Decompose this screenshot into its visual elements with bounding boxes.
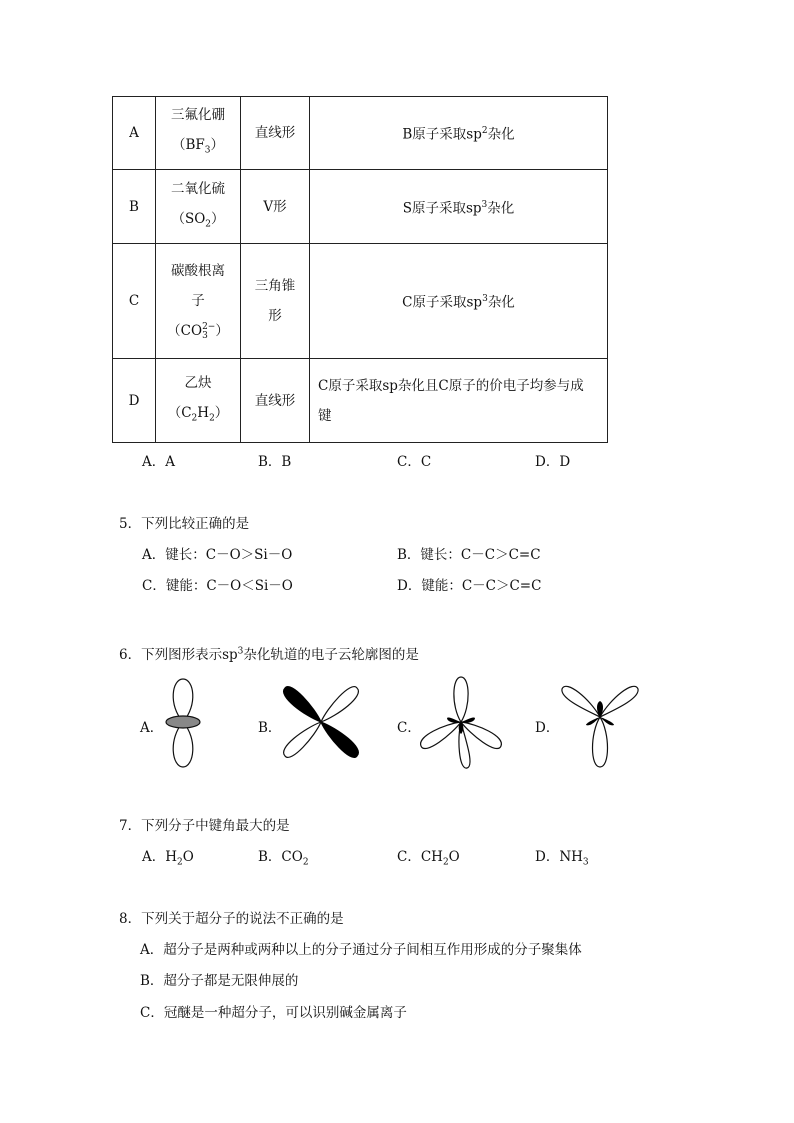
q8-option-b[interactable]: B．超分子都是无限伸展的 <box>140 973 299 989</box>
table-row <box>113 170 608 244</box>
q8-option-c[interactable]: C．冠醚是一种超分子，可以识别碱金属离子 <box>140 1005 407 1021</box>
orbital-d-icon <box>556 677 644 771</box>
table-row <box>113 244 608 359</box>
row-letter: A <box>113 97 156 170</box>
description-cell <box>310 359 608 443</box>
row-letter: C <box>113 244 156 359</box>
q5-option-d[interactable]: D．键能：C－C＞C=C <box>397 578 542 594</box>
shape-cell: 直线形 <box>241 359 310 443</box>
compound-name: 二氧化硫 <box>171 180 225 197</box>
q6-option-a[interactable]: A． <box>140 720 164 736</box>
question-7-stem: 7．下列分子中键角最大的是 <box>119 818 290 834</box>
row-letter: B <box>113 170 156 244</box>
question-8-stem: 8．下列关于超分子的说法不正确的是 <box>119 911 344 927</box>
compound-formula: $(C_2H_2)$ <box>167 404 229 424</box>
q4-option-a[interactable]: A．A <box>142 454 175 470</box>
row-letter: D <box>113 359 156 443</box>
q4-option-b[interactable]: B．B <box>258 454 292 470</box>
q7-option-a[interactable]: A．$H_2O$ <box>142 849 194 868</box>
q7-option-c[interactable]: C．$CH_2O$ <box>397 849 460 868</box>
compound-cell <box>156 170 241 244</box>
table-row <box>113 359 608 443</box>
question-5-stem: 5．下列比较正确的是 <box>119 516 250 532</box>
q6-option-b[interactable]: B． <box>258 720 282 736</box>
compound-name-cont: 子 <box>191 293 205 309</box>
compound-cell <box>156 97 241 170</box>
compound-name: 碳酸根离 <box>171 263 225 279</box>
table-row <box>113 97 608 170</box>
question-6-stem: 6．下列图形表示$sp^3$杂化轨道的电子云轮廓图的是 <box>119 646 419 663</box>
q7-option-d[interactable]: D．$NH_3$ <box>535 849 589 868</box>
q7-option-b[interactable]: B．$CO_2$ <box>258 849 309 868</box>
compound-cell <box>156 359 241 443</box>
compound-formula: $(SO_2)$ <box>171 210 225 230</box>
compound-formula: $(BF_3)$ <box>171 137 225 156</box>
shape-line: 形 <box>268 308 282 324</box>
q5-option-b[interactable]: B．键长：C－C＞C=C <box>397 547 541 563</box>
description-line: C原子采取sp杂化且C原子的价电子均参与成 <box>318 377 584 394</box>
description-cell: C原子采取$sp^3$杂化 <box>310 244 608 359</box>
compound-cell <box>156 244 241 359</box>
orbital-b-icon <box>280 678 362 766</box>
q4-option-d[interactable]: D．D <box>535 454 571 470</box>
compound-name: 乙炔 <box>184 374 212 391</box>
q5-option-c[interactable]: C．键能：C－O＜Si－O <box>142 578 293 594</box>
q5-option-a[interactable]: A．键长：C－O＞Si－O <box>142 547 293 563</box>
orbital-c-icon <box>418 675 508 773</box>
compound-formula: （CO 2− 3 ） <box>167 321 229 341</box>
orbital-a-icon <box>160 675 206 771</box>
q6-option-d[interactable]: D． <box>535 720 560 736</box>
description-line: 键 <box>318 407 332 424</box>
shape-cell: V形 <box>241 170 310 244</box>
shape-cell <box>241 244 310 359</box>
description-cell: B原子采取$sp^2$杂化 <box>310 97 608 170</box>
shape-line: 三角锥 <box>254 278 296 294</box>
q4-option-c[interactable]: C．C <box>397 454 432 470</box>
hybridization-table <box>112 96 608 443</box>
q6-option-c[interactable]: C． <box>397 720 421 736</box>
shape-cell: 直线形 <box>241 97 310 170</box>
q8-option-a[interactable]: A．超分子是两种或两种以上的分子通过分子间相互作用形成的分子聚集体 <box>140 942 582 958</box>
description-cell: S原子采取$sp^3$杂化 <box>310 170 608 244</box>
compound-name: 三氟化硼 <box>171 107 225 124</box>
